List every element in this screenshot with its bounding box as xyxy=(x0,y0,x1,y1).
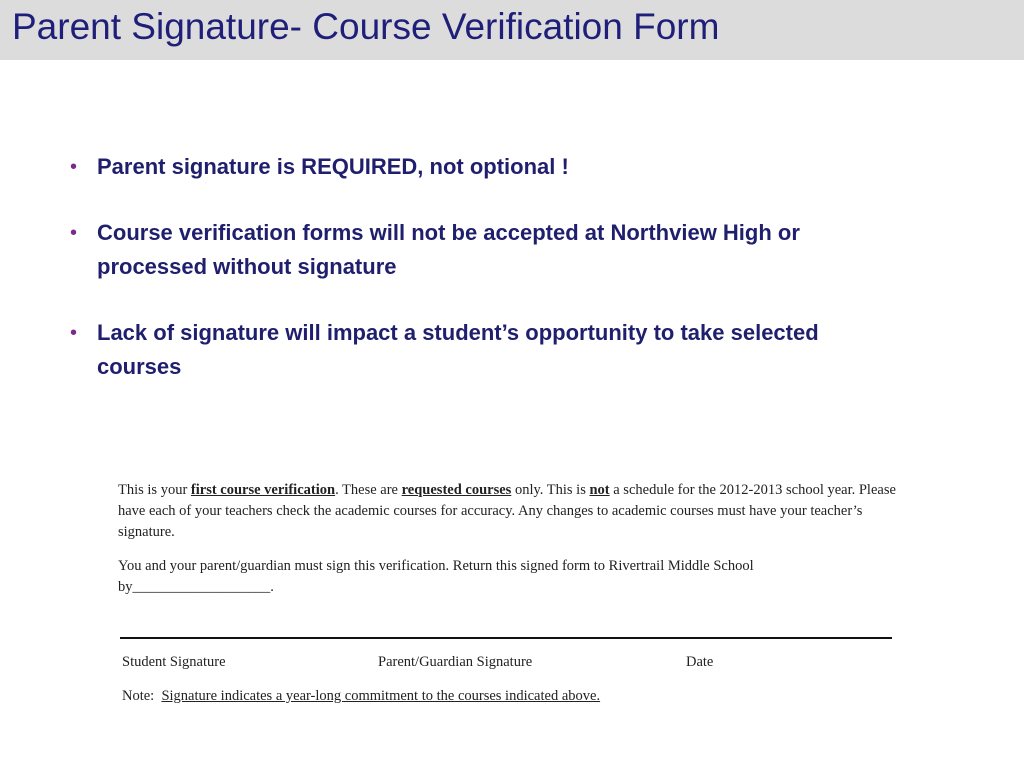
date-label: Date xyxy=(686,654,714,670)
form-text: This is your xyxy=(118,482,191,498)
bullet-marker: • xyxy=(70,156,78,178)
form-emphasis-not: not xyxy=(589,482,610,498)
signature-labels xyxy=(122,654,894,676)
note-text: Signature indicates a year-long commitment to the courses indicated above. xyxy=(161,688,601,704)
form-text: only. This is xyxy=(511,482,590,498)
form-emphasis-first-course-verification: first course verification xyxy=(190,482,336,498)
title-bar xyxy=(0,0,1024,60)
form-text: . These are xyxy=(335,482,402,498)
bullet-item xyxy=(70,216,870,284)
form-paragraph-instructions xyxy=(118,480,898,543)
bullet-list xyxy=(70,150,870,416)
bullet-marker: • xyxy=(70,222,78,244)
form-excerpt-image xyxy=(118,480,898,720)
form-text: a schedule for the 2012-2013 school year. Please have each of your teachers check the academic courses for accuracy. Any changes to academic courses must have your teacher’s signature. xyxy=(118,482,896,540)
form-note xyxy=(122,688,600,705)
bullet-item xyxy=(70,316,870,384)
parent-signature-label: Parent/Guardian Signature xyxy=(378,654,533,670)
student-signature-label: Student Signature xyxy=(122,654,226,670)
bullet-text: Course verification forms will not be accepted at Northview High or processed without signature xyxy=(97,220,800,279)
slide-title: Parent Signature- Course Verification Form xyxy=(12,6,720,47)
bullet-item xyxy=(70,150,870,184)
bullet-text: Lack of signature will impact a student’s opportunity to take selected courses xyxy=(97,320,819,379)
form-paragraph-return: You and your parent/guardian must sign this verification. Return this signed form to Rivertrail Middle School by___________________. xyxy=(118,558,754,595)
bullet-marker: • xyxy=(70,322,78,344)
form-emphasis-requested-courses: requested courses xyxy=(401,482,512,498)
note-label: Note: xyxy=(122,688,155,704)
bullet-text: Parent signature is REQUIRED, not optional ! xyxy=(97,154,569,179)
signature-line xyxy=(120,637,892,639)
